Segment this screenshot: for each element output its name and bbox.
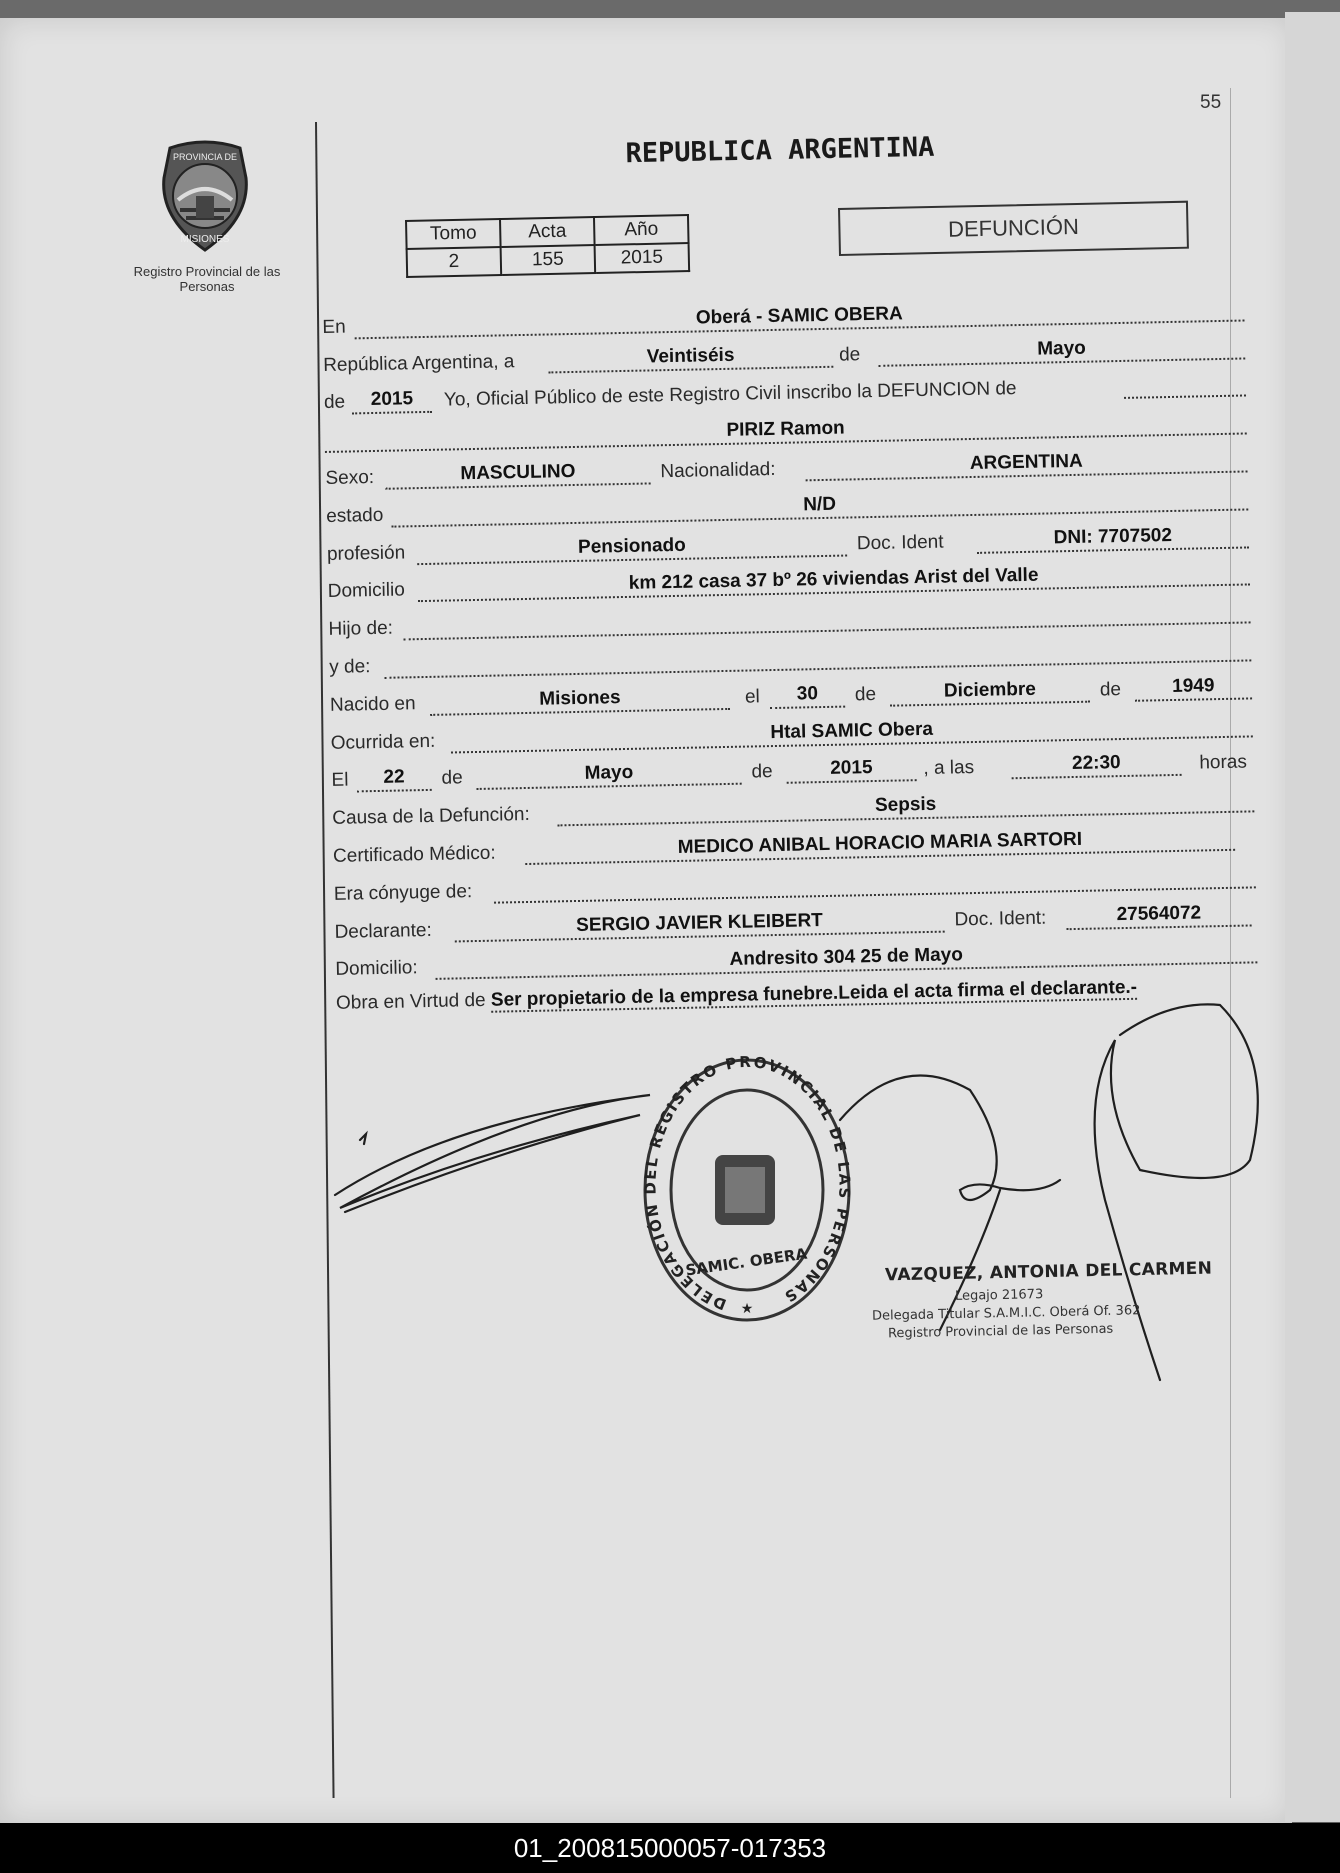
svg-text:MISIONES: MISIONES: [180, 234, 230, 245]
field-nombre-fallecido: PIRIZ Ramon: [324, 409, 1246, 453]
label-nacido-en: Nacido en: [329, 692, 416, 716]
label-doc-ident: Doc. Ident: [856, 531, 944, 554]
field-anio-inscripcion: 2015: [352, 387, 433, 415]
field-nacido-en: Misiones: [430, 684, 730, 716]
label-nacionalidad: Nacionalidad:: [660, 458, 776, 483]
registry-header-anio: Año: [594, 215, 689, 245]
field-doc-ident: DNI: 7707502: [977, 522, 1249, 553]
signatory-legajo: Legajo 21673: [954, 1287, 1044, 1304]
registry-header-acta: Acta: [500, 217, 595, 247]
label-de-def-anio: de: [751, 761, 773, 783]
field-nacionalidad: ARGENTINA: [805, 446, 1247, 481]
label-certificado: Certificado Médico:: [332, 842, 496, 867]
page-title: REPUBLICA ARGENTINA: [625, 131, 935, 170]
label-de-anio: de: [323, 391, 346, 414]
label-ocurrida-en: Ocurrida en:: [330, 730, 436, 754]
field-sexo: MASCULINO: [385, 458, 650, 489]
signatory-office: Registro Provincial de las Personas: [887, 1321, 1114, 1342]
label-republica: República Argentina, a: [322, 350, 515, 376]
label-declarante: Declarante:: [334, 919, 432, 943]
field-def-dia: 22: [356, 765, 432, 793]
svg-text:SAMIC. OBERA: SAMIC. OBERA: [684, 1244, 809, 1280]
label-profesion: profesión: [326, 541, 406, 565]
field-domicilio-declarante: Andresito 304 25 de Mayo: [435, 938, 1257, 980]
field-def-anio: 2015: [786, 756, 916, 785]
field-lugar: Oberá - SAMIC OBERA: [354, 295, 1244, 339]
registry-value-acta: 155: [501, 245, 596, 275]
registry-header-tomo: Tomo: [406, 219, 501, 249]
label-el: el: [744, 686, 760, 708]
svg-text:★: ★: [740, 1300, 754, 1316]
logo-caption: Registro Provincial de las Personas: [133, 264, 281, 294]
field-declarante: SERGIO JAVIER KLEIBERT: [454, 906, 944, 942]
label-doc-ident-declarante: Doc. Ident:: [954, 907, 1047, 930]
field-nac-mes: Diciembre: [890, 676, 1090, 706]
label-el-defuncion: El: [331, 769, 349, 792]
field-obra-en-virtud: Ser propietario de la empresa funebre.Leida el acta firma el declarante.-: [490, 977, 1138, 1012]
label-conyuge: Era cónyuge de:: [333, 880, 473, 905]
field-dia-inscripcion: Veintiséis: [548, 341, 833, 373]
field-ocurrida-en: Htal SAMIC Obera: [450, 711, 1252, 753]
field-hora: 22:30: [1011, 750, 1181, 779]
field-nac-dia: 30: [770, 681, 846, 709]
field-doc-ident-declarante: 27564072: [1066, 900, 1251, 930]
signatory-name: VAZQUEZ, ANTONIA DEL CARMEN: [884, 1258, 1213, 1286]
scan-footer-id: 01_200815000057-017353: [0, 1823, 1340, 1873]
field-profesion: Pensionado: [417, 530, 847, 565]
svg-text:PROVINCIA DE: PROVINCIA DE: [172, 152, 238, 162]
label-obra-en-virtud: Obra en Virtud de: [335, 990, 486, 1015]
field-estado: N/D: [391, 484, 1248, 527]
label-en: En: [322, 316, 346, 338]
label-de-nac-mes: de: [854, 683, 877, 706]
label-de-nac-anio: de: [1099, 678, 1122, 701]
label-oficial: Yo, Oficial Público de este Registro Civil inscribo la DEFUNCION de: [443, 378, 1017, 411]
signatory-position: Delegada Titular S.A.M.I.C. Oberá Of. 362: [871, 1303, 1141, 1324]
label-horas: horas: [1199, 751, 1248, 774]
label-y-de: y de:: [329, 656, 371, 678]
field-domicilio: km 212 casa 37 bº 26 viviendas Arist del Valle: [417, 560, 1249, 603]
field-causa: Sepsis: [557, 787, 1254, 827]
label-domicilio-declarante: Domicilio:: [335, 957, 418, 981]
svg-text:DELEGACIÓN DEL REGISTRO PROVIN: DELEGACIÓN DEL REGISTRO PROVINCIAL DE LAS PERSONAS: [641, 1055, 854, 1314]
field-mes-inscripcion: Mayo: [878, 333, 1245, 366]
record-type-box: DEFUNCIÓN: [838, 201, 1189, 256]
label-sexo: Sexo:: [325, 466, 375, 489]
label-estado: estado: [326, 504, 384, 527]
label-a-las: , a las: [923, 757, 975, 780]
page-number: 55: [1200, 92, 1222, 113]
field-certificado: MEDICO ANIBAL HORACIO MARIA SARTORI: [525, 825, 1235, 865]
registry-value-anio: 2015: [595, 243, 690, 273]
label-de: de: [838, 343, 861, 366]
label-domicilio: Domicilio: [327, 579, 406, 603]
field-nac-anio: 1949: [1135, 673, 1252, 701]
label-causa: Causa de la Defunción:: [332, 804, 530, 830]
field-def-mes: Mayo: [476, 759, 741, 790]
registry-value-tomo: 2: [407, 247, 502, 277]
label-de-def-mes: de: [441, 767, 463, 790]
label-hijo-de: Hijo de:: [328, 617, 394, 641]
